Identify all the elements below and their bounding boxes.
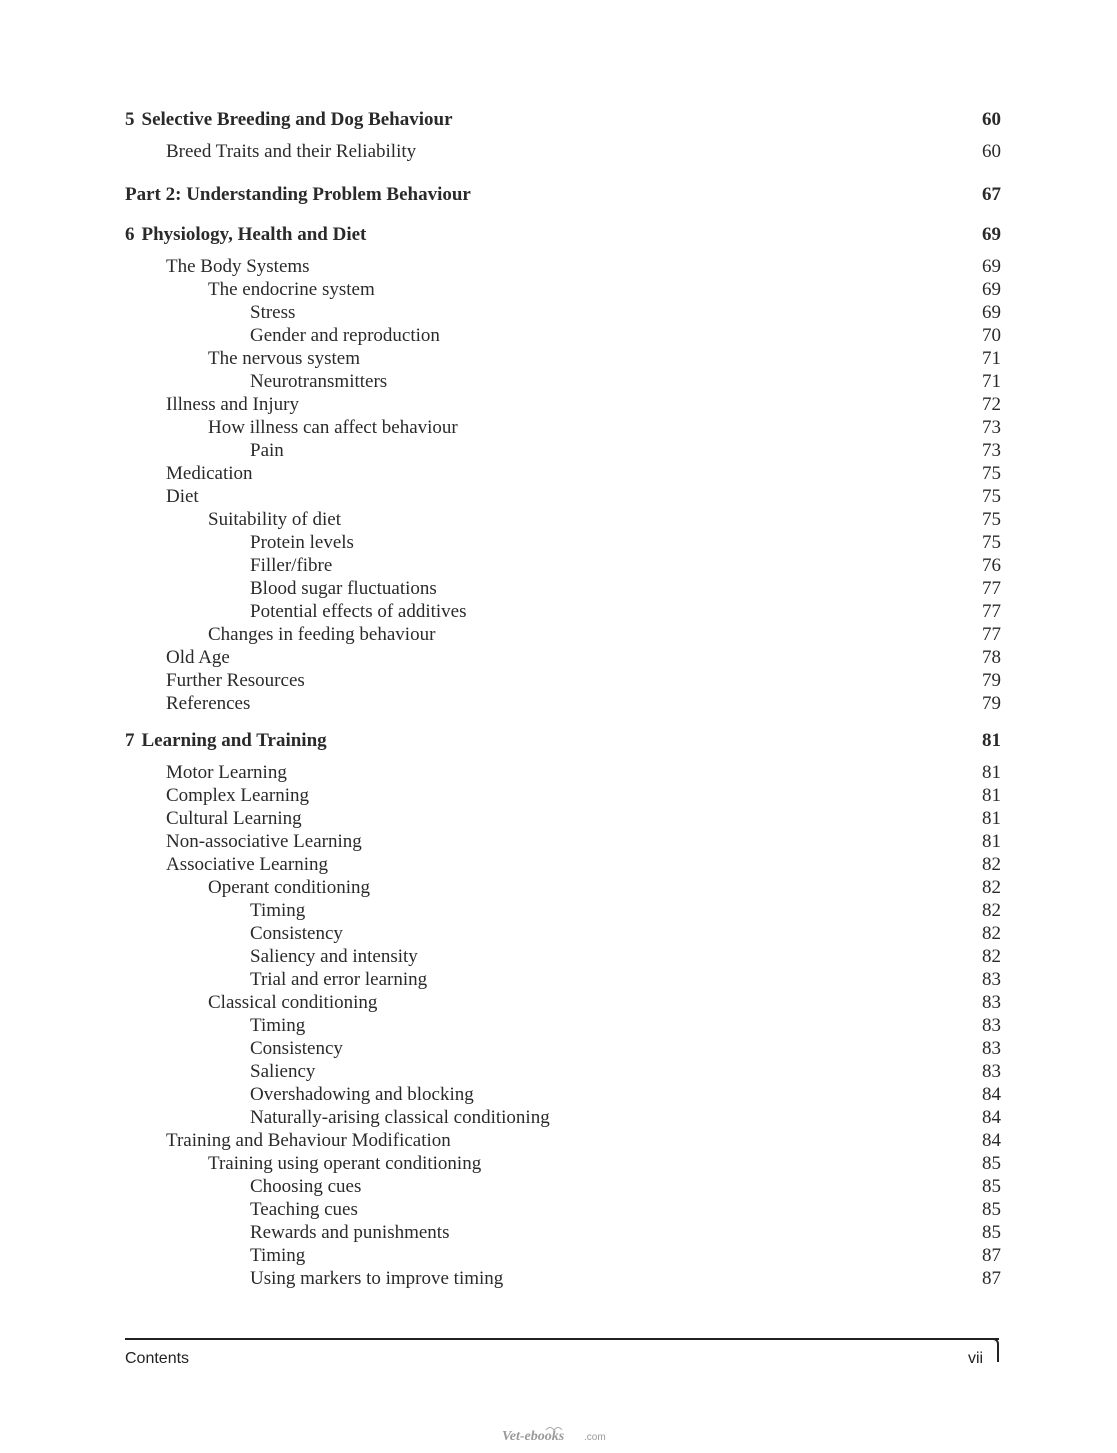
toc-entry: [125, 761, 1001, 784]
footer-rule-hook: [993, 1338, 999, 1362]
toc-entry: [125, 508, 1001, 531]
toc-page-number: 81: [982, 808, 1001, 829]
toc-page-number: 69: [982, 279, 1001, 300]
svg-text:.com: .com: [584, 1432, 606, 1443]
watermark-logo: [500, 1424, 620, 1446]
toc-entry: [125, 784, 1001, 807]
toc-entry: [125, 554, 1001, 577]
toc-page-number: 60: [982, 141, 1001, 162]
toc-entry-title: Training using operant conditioning: [208, 1153, 482, 1174]
toc-entry: [125, 922, 1001, 945]
toc-entry: [125, 278, 1001, 301]
toc-entry: [125, 968, 1001, 991]
toc-entry: [125, 370, 1001, 393]
toc-entry-title: Choosing cues: [250, 1176, 362, 1197]
toc-entry: [125, 1152, 1001, 1175]
toc-entry-title: Consistency: [250, 1038, 343, 1059]
toc-page-number: 81: [982, 831, 1001, 852]
toc-entry-title: Part 2: Understanding Problem Behaviour: [125, 184, 471, 205]
toc-page-number: 71: [982, 348, 1001, 369]
footer-rule: [125, 1338, 999, 1340]
toc-entry: [125, 140, 1001, 163]
footer-section-label: Contents: [125, 1350, 190, 1367]
toc-entry-title: How illness can affect behaviour: [208, 417, 458, 438]
toc-entry: [125, 393, 1001, 416]
toc-page-number: 85: [982, 1153, 1001, 1174]
toc-entry-title: Illness and Injury: [166, 394, 299, 415]
toc-page-number: 82: [982, 946, 1001, 967]
toc-entry: [125, 462, 1001, 485]
toc-entry: [125, 439, 1001, 462]
toc-part-heading: [125, 181, 1001, 209]
toc-entry-title: Timing: [250, 1015, 306, 1036]
toc-page-number: 72: [982, 394, 1001, 415]
toc-entry-title: Complex Learning: [166, 785, 309, 806]
toc-chapter-heading: [125, 106, 1001, 134]
toc-entry-title: Medication: [166, 463, 253, 484]
toc-entry-title: Filler/fibre: [250, 555, 333, 576]
toc-entry: [125, 807, 1001, 830]
toc-entry-title: References: [166, 693, 251, 714]
toc-page-number: 87: [982, 1268, 1001, 1289]
toc-page-number: 87: [982, 1245, 1001, 1266]
toc-entry-title: Timing: [250, 900, 306, 921]
toc-entry-title: Stress: [250, 302, 296, 323]
toc-entry: [125, 692, 1001, 715]
toc-entry-title: Pain: [250, 440, 284, 461]
toc-entry-title: Saliency and intensity: [250, 946, 418, 967]
toc-entry-title: Training and Behaviour Modification: [166, 1130, 451, 1151]
toc-entry-title: Old Age: [166, 647, 230, 668]
toc-entry-title: Diet: [166, 486, 199, 507]
toc-page-number: 71: [982, 371, 1001, 392]
toc-page-number: 76: [982, 555, 1001, 576]
toc-entry: [125, 1106, 1001, 1129]
chapter-title: Learning and Training: [141, 730, 327, 751]
toc-page-number: 70: [982, 325, 1001, 346]
toc-entry-title: Neurotransmitters: [250, 371, 388, 392]
footer-page-number: vii: [968, 1350, 984, 1367]
toc-page-number: 75: [982, 463, 1001, 484]
toc-entry-title: Further Resources: [166, 670, 305, 691]
toc-page-number: 75: [982, 509, 1001, 530]
toc-entry-title: The nervous system: [208, 348, 360, 369]
toc-page-number: 73: [982, 440, 1001, 461]
toc-entry-title: Overshadowing and blocking: [250, 1084, 474, 1105]
toc-entry-title: Cultural Learning: [166, 808, 302, 829]
toc-entry-title: Rewards and punishments: [250, 1222, 450, 1243]
toc-page-number: 81: [982, 762, 1001, 783]
toc-page-number: 82: [982, 877, 1001, 898]
toc-entry-title: Suitability of diet: [208, 509, 341, 530]
toc-entry-title: Teaching cues: [250, 1199, 358, 1220]
toc-entry: [125, 1014, 1001, 1037]
toc-entry-title: Operant conditioning: [208, 877, 370, 898]
toc-entry-title: [125, 106, 453, 134]
toc-entry-title: The Body Systems: [166, 256, 310, 277]
toc-page-number: 83: [982, 992, 1001, 1013]
toc-entry: [125, 1221, 1001, 1244]
toc-entry: [125, 1244, 1001, 1267]
toc-page-number: 81: [982, 785, 1001, 806]
toc-entry: [125, 324, 1001, 347]
toc-page-number: 77: [982, 578, 1001, 599]
toc-entry: [125, 876, 1001, 899]
toc-page-number: 83: [982, 969, 1001, 990]
toc-page-number: 82: [982, 900, 1001, 921]
svg-text:Vet-ebooks: Vet-ebooks: [502, 1429, 565, 1444]
toc-entry: [125, 646, 1001, 669]
table-of-contents: [125, 106, 1001, 1290]
toc-entry: [125, 255, 1001, 278]
toc-entry-title: Protein levels: [250, 532, 354, 553]
toc-chapter-heading: [125, 727, 1001, 755]
toc-entry: [125, 945, 1001, 968]
toc-entry-title: Consistency: [250, 923, 343, 944]
toc-entry: [125, 301, 1001, 324]
chapter-title: Selective Breeding and Dog Behaviour: [141, 109, 453, 130]
toc-chapter-heading: [125, 221, 1001, 249]
toc-page-number: 84: [982, 1084, 1001, 1105]
toc-entry: [125, 347, 1001, 370]
toc-page-number: 73: [982, 417, 1001, 438]
toc-entry: [125, 1129, 1001, 1152]
toc-page-number: 83: [982, 1038, 1001, 1059]
toc-page-number: 69: [982, 224, 1001, 245]
toc-entry-title: [125, 727, 327, 755]
toc-page-number: 78: [982, 647, 1001, 668]
toc-entry-title: [125, 221, 366, 249]
toc-entry: [125, 577, 1001, 600]
toc-entry: [125, 600, 1001, 623]
toc-page-number: 69: [982, 302, 1001, 323]
toc-page-number: 60: [982, 109, 1001, 130]
toc-page-number: 84: [982, 1107, 1001, 1128]
toc-entry-title: Using markers to improve timing: [250, 1268, 504, 1289]
toc-page-number: 77: [982, 601, 1001, 622]
toc-entry-title: Associative Learning: [166, 854, 328, 875]
toc-page-number: 75: [982, 486, 1001, 507]
toc-entry: [125, 485, 1001, 508]
toc-page-number: 81: [982, 730, 1001, 751]
chapter-number: 7: [125, 730, 135, 751]
toc-page-number: 84: [982, 1130, 1001, 1151]
toc-entry: [125, 1175, 1001, 1198]
toc-entry: [125, 991, 1001, 1014]
toc-entry-title: Saliency: [250, 1061, 316, 1082]
toc-entry-title: Potential effects of additives: [250, 601, 467, 622]
toc-entry: [125, 1198, 1001, 1221]
toc-entry-title: Blood sugar fluctuations: [250, 578, 437, 599]
toc-entry: [125, 1083, 1001, 1106]
toc-entry-title: Trial and error learning: [250, 969, 428, 990]
toc-entry: [125, 1267, 1001, 1290]
chapter-title: Physiology, Health and Diet: [141, 224, 367, 245]
toc-page-number: 77: [982, 624, 1001, 645]
toc-page-number: 85: [982, 1222, 1001, 1243]
toc-entry-title: Breed Traits and their Reliability: [166, 141, 417, 162]
toc-page-number: 85: [982, 1176, 1001, 1197]
toc-page-number: 83: [982, 1015, 1001, 1036]
toc-entry: [125, 416, 1001, 439]
toc-page-number: 67: [982, 184, 1001, 205]
toc-entry-title: The endocrine system: [208, 279, 375, 300]
toc-entry-title: Non-associative Learning: [166, 831, 362, 852]
toc-page-number: 79: [982, 670, 1001, 691]
toc-page-number: 69: [982, 256, 1001, 277]
chapter-number: 6: [125, 224, 135, 245]
toc-entry: [125, 830, 1001, 853]
toc-entry: [125, 669, 1001, 692]
toc-entry-title: Classical conditioning: [208, 992, 378, 1013]
toc-page-number: 75: [982, 532, 1001, 553]
toc-page-number: 83: [982, 1061, 1001, 1082]
toc-entry: [125, 899, 1001, 922]
toc-entry-title: Naturally-arising classical conditioning: [250, 1107, 550, 1128]
toc-entry: [125, 853, 1001, 876]
toc-entry-title: Gender and reproduction: [250, 325, 440, 346]
toc-entry: [125, 1060, 1001, 1083]
toc-entry-title: Motor Learning: [166, 762, 287, 783]
chapter-number: 5: [125, 109, 135, 130]
toc-entry-title: Changes in feeding behaviour: [208, 624, 436, 645]
toc-page-number: 79: [982, 693, 1001, 714]
toc-page-number: 82: [982, 923, 1001, 944]
toc-entry: [125, 623, 1001, 646]
toc-page-number: 85: [982, 1199, 1001, 1220]
toc-entry: [125, 1037, 1001, 1060]
toc-entry: [125, 531, 1001, 554]
toc-page-number: 82: [982, 854, 1001, 875]
toc-entry-title: Timing: [250, 1245, 306, 1266]
